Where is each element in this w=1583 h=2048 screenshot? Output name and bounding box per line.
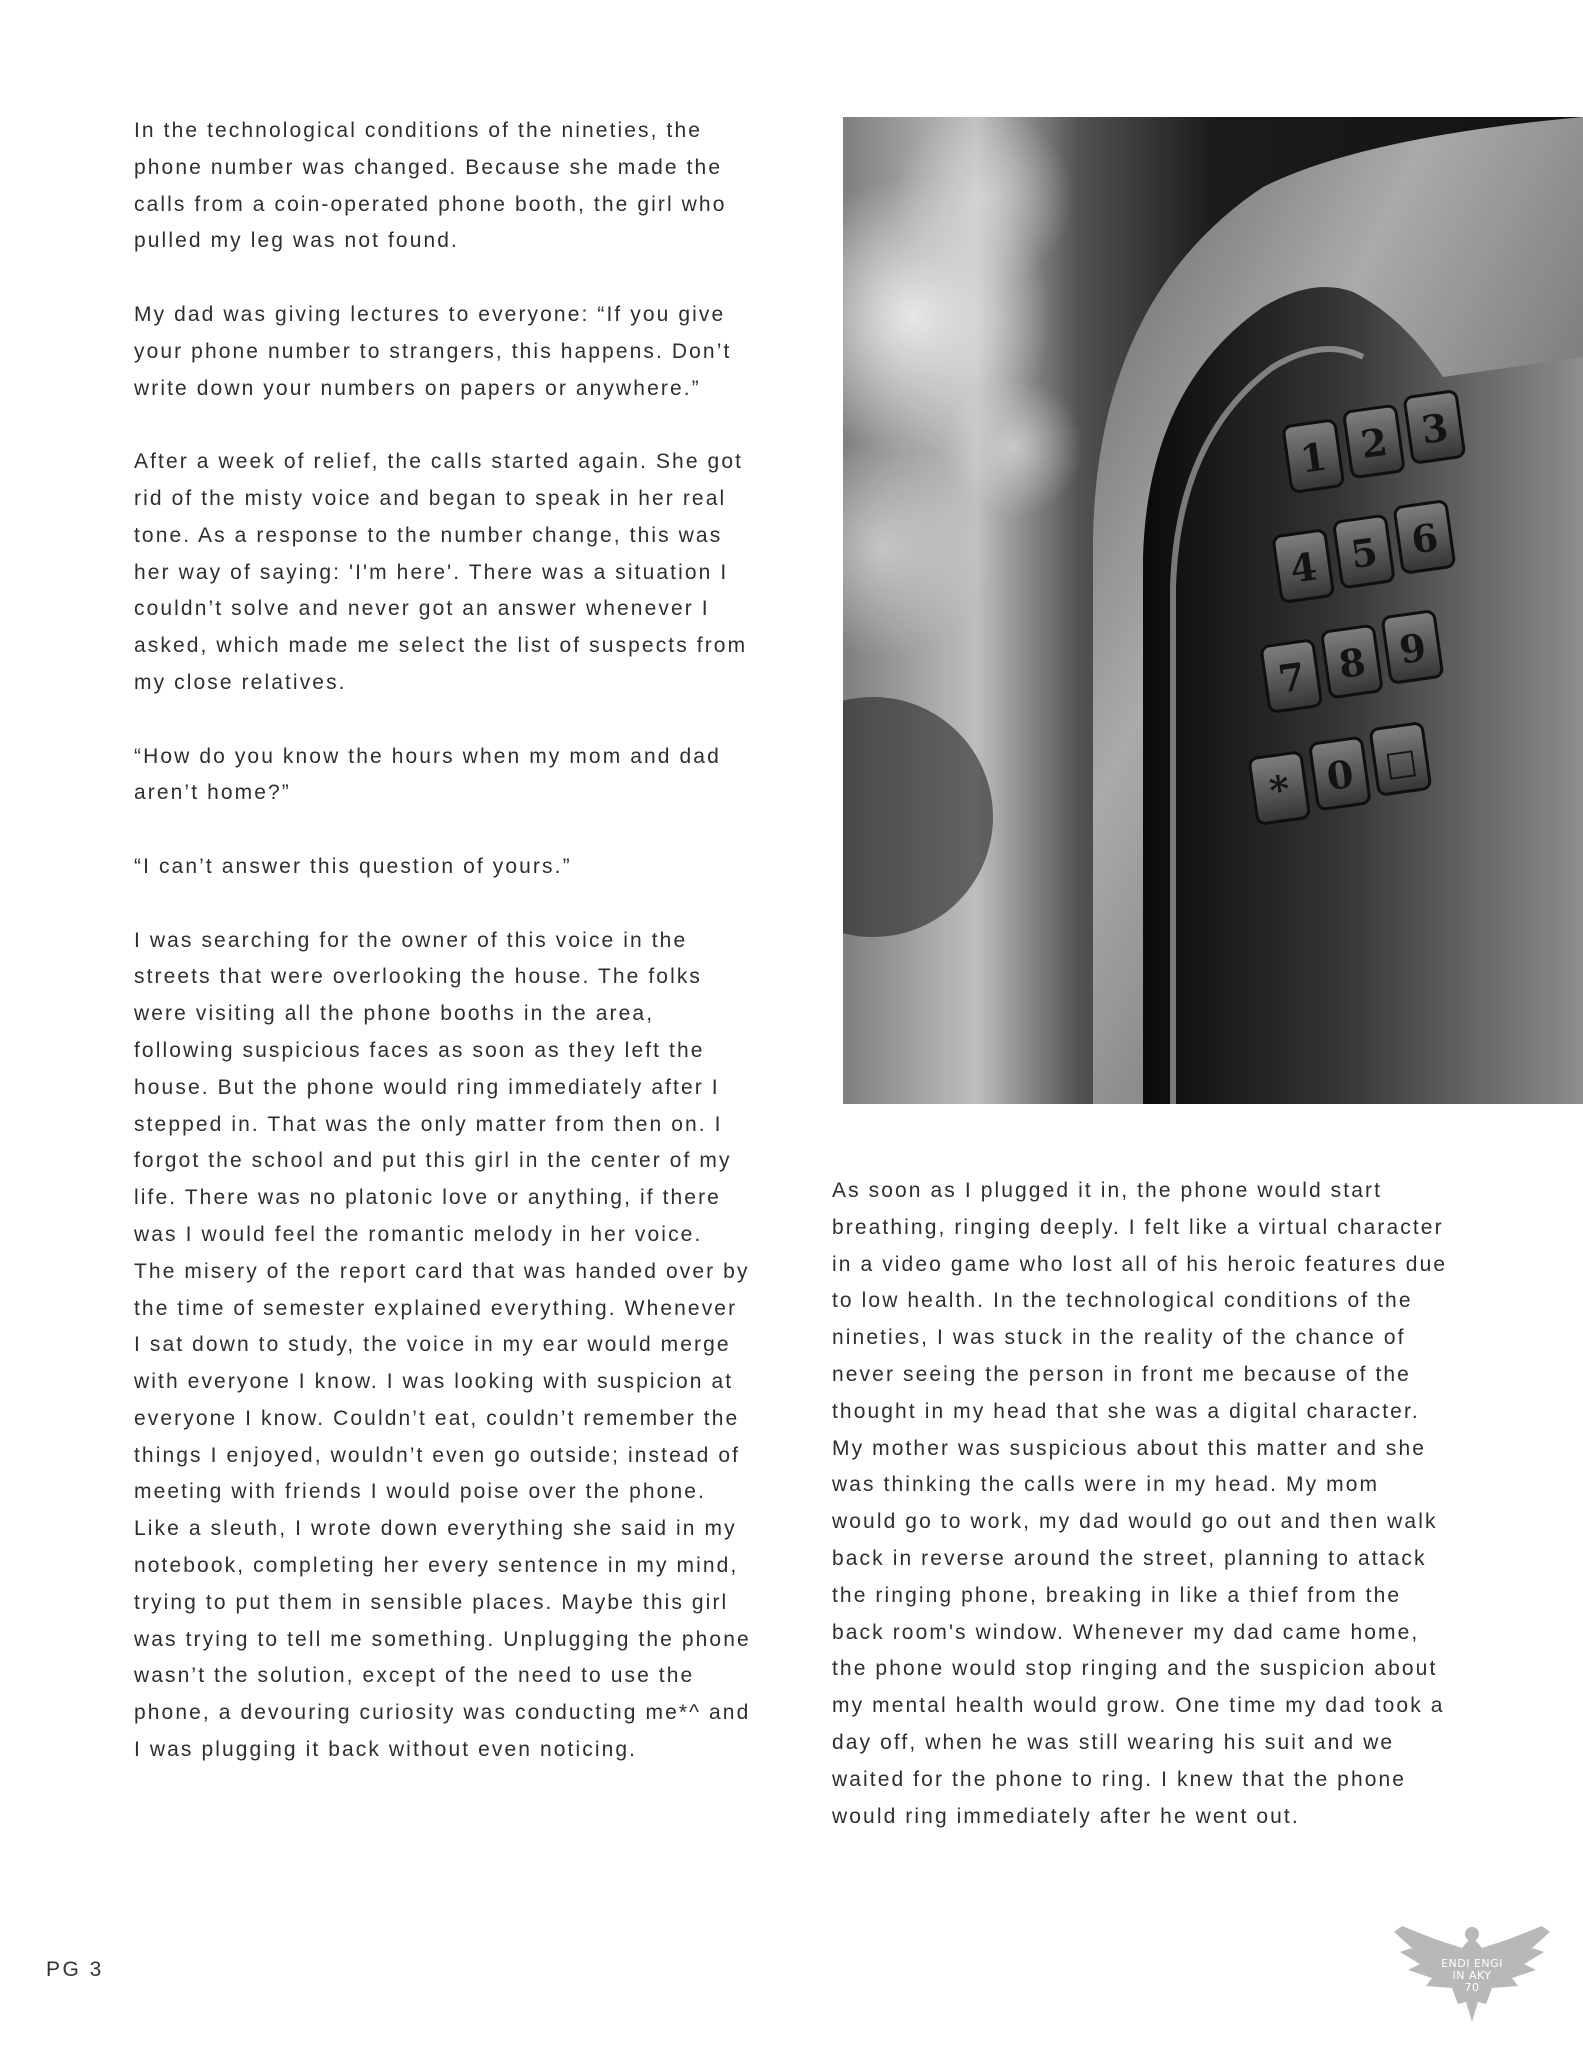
logo-line: ENDI ENGI bbox=[1441, 1957, 1503, 1970]
key-label: 7 bbox=[1275, 653, 1308, 702]
paragraph: I was searching for the owner of this voice in the streets that were overlooking the house. The folks were visiting all the phone booths in the area, following suspicious faces as soon as they left the house. But the phone would ring immediately after I stepped in. That was the only matter from then on. I forgot the school and put this girl in the center of my life. There was no platonic love or anything, if there was I would feel the romantic melody in her voice. The misery of the report card that was handed over by the time of semester explained everything. Whenever I sat down to study, the voice in my ear would merge with everyone I know. I was looking with suspicion at everyone I know. Couldn’t eat, couldn’t remember the things I enjoyed, wouldn’t even go outside; instead of meeting with friends I would poise over the phone. Like a sleuth, I wrote down everything she said in my notebook, completing her every sentence in my mind, trying to put them in sensible places. Maybe this girl was trying to tell me something. Unplugging the phone wasn’t the solution, except of the need to use the phone, a devouring curiosity was conducting me*^ and I was plugging it back without even noticing. bbox=[134, 928, 751, 1762]
paragraph: After a week of relief, the calls started again. She got rid of the misty voice and began to speak in her real tone. As a response to the number change, this was her way of saying: 'I'm here'. There was a situation I couldn’t solve and never got an answer whenever I asked, which made me select the list of suspects from my close relatives. bbox=[134, 450, 748, 694]
payphone-photo bbox=[843, 117, 1583, 1104]
logo-line: 70 bbox=[1464, 1981, 1480, 1994]
key-label: 1 bbox=[1297, 433, 1330, 482]
key-label: 5 bbox=[1347, 528, 1381, 578]
key-label: 3 bbox=[1418, 404, 1451, 453]
eagle-logo bbox=[1392, 1918, 1552, 2026]
key-label: 6 bbox=[1408, 514, 1441, 563]
key-label: 9 bbox=[1396, 624, 1429, 673]
right-text-column bbox=[832, 1173, 1452, 1835]
logo-text bbox=[1392, 1958, 1552, 1994]
left-text-column bbox=[134, 113, 752, 1769]
paragraph: My dad was giving lectures to everyone: “If you give your phone number to strangers, this happens. Don’t write down your numbers on papers or anywhere.” bbox=[134, 302, 732, 400]
key-label: 0 bbox=[1323, 750, 1357, 800]
key-label: □ bbox=[1382, 740, 1420, 785]
paragraph: As soon as I plugged it in, the phone would start breathing, ringing deeply. I felt like a virtual character in a video game who lost all of his heroic features due to low health. In the technological conditions of the nineties, I was stuck in the reality of the chance of never seeing the person in front me because of the thought in my head that she was a digital character. My mother was suspicious about this matter and she was thinking the calls were in my head. My mom would go to work, my dad would go out and then walk back in reverse around the street, planning to attack the ringing phone, breaking in like a thief from the back room's window. Whenever my dad came home, the phone would stop ringing and the suspicion about my mental health would grow. One time my dad took a day off, when he was still wearing his suit and we waited for the phone to ring. I knew that the phone would ring immediately after he went out. bbox=[832, 1179, 1448, 1828]
paragraph: “I can’t answer this question of yours.” bbox=[134, 854, 572, 878]
key-label: 8 bbox=[1335, 638, 1369, 688]
logo-line: IN AKY bbox=[1452, 1969, 1492, 1982]
key-label: 2 bbox=[1357, 418, 1391, 468]
paragraph: In the technological conditions of the nineties, the phone number was changed. Because she made the calls from a coin-operated phone booth, the girl who pulled my leg was not found. bbox=[134, 119, 727, 253]
page-number: PG 3 bbox=[46, 1958, 104, 1981]
key-label: * bbox=[1266, 765, 1293, 814]
paragraph: “How do you know the hours when my mom and dad aren’t home?” bbox=[134, 744, 721, 805]
key-label: 4 bbox=[1287, 543, 1320, 592]
payphone-image bbox=[843, 117, 1583, 1104]
